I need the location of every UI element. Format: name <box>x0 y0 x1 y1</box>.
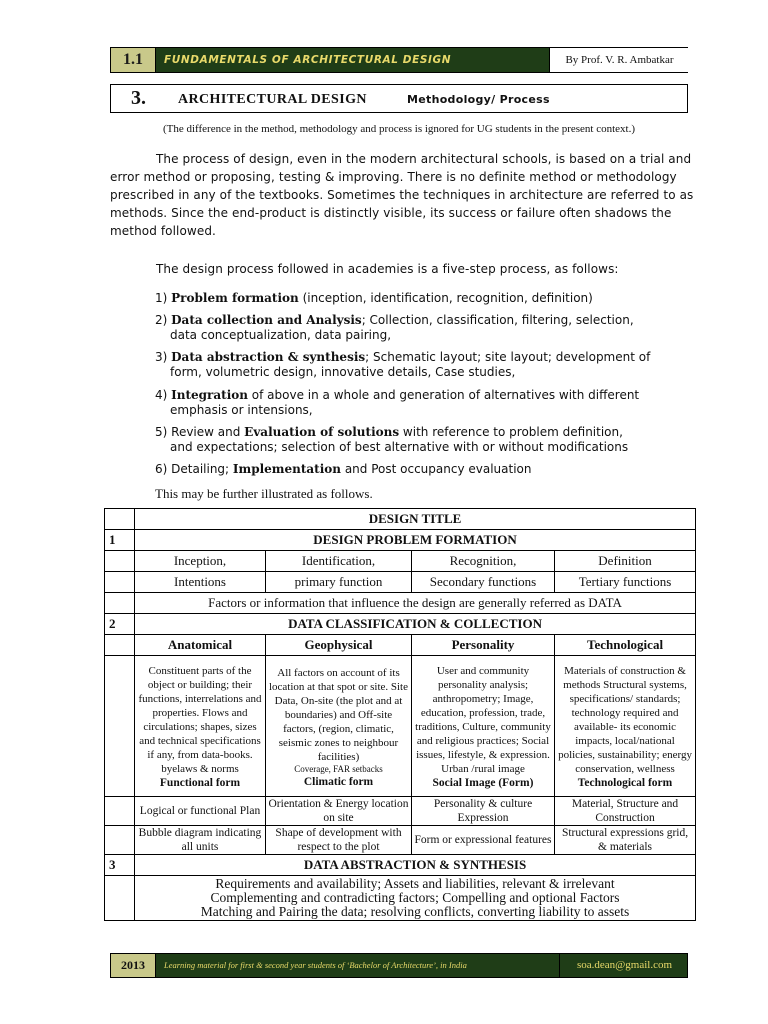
author-label: By Prof. V. R. Ambatkar <box>549 48 689 72</box>
page-footer <box>110 953 688 978</box>
table-cell: Material, Structure and Construction <box>555 797 696 826</box>
section-heading: DATA CLASSIFICATION & COLLECTION <box>135 614 696 635</box>
table-cell: Constituent parts of the object or building; their functions, interrelations and properties. Flows and circulations; shapes, sizes and technical specifications if any, from data-books. byelaws & norms Functional form <box>135 656 266 797</box>
step-number: 1 <box>105 530 135 551</box>
footer-email[interactable]: soa.dean@gmail.com <box>559 954 689 977</box>
intro-text: The process of design, even in the modern architectural schools, is based on a trial and error method or proposing, testing & improving. There is no definite method or methodology prescribed in any of the textbooks. Sometimes the techniques in architecture are referred to as methods. Since the end-product is distinctly visible, its success or failure often shadows the method followed. <box>110 152 694 238</box>
category-personality: Personality <box>412 635 555 656</box>
intro-paragraph <box>110 150 700 240</box>
section-number: 3. <box>131 87 146 109</box>
factors-note: Factors or information that influence the design are generally referred as DATA <box>135 593 696 614</box>
table-row <box>105 826 696 855</box>
table-row <box>105 656 696 797</box>
table-cell: Form or expressional features <box>412 826 555 855</box>
table-cell: Identification, <box>266 551 412 572</box>
table-row <box>105 572 696 593</box>
table-cell: Inception, <box>135 551 266 572</box>
table-cell: All factors on account of its location at that spot or site. Site Data, On-site (the plot and at boundaries) and Off-site factors, (region, climatic, seismic zones to neighbour facilities) Coverage, FAR setbacks Climatic form <box>266 656 412 797</box>
table-cell: Logical or functional Plan <box>135 797 266 826</box>
list-item: 5) Review and Evaluation of solutions with reference to problem definition, and expectations; selection of best alternative with or without modifications <box>155 425 629 454</box>
process-intro-text: The design process followed in academies is a five-step process, as follows: <box>156 262 619 276</box>
table-row <box>105 530 696 551</box>
section-title: ARCHITECTURAL DESIGN <box>178 92 367 107</box>
table-row <box>105 855 696 876</box>
chapter-title: FUNDAMENTALS OF ARCHITECTURAL DESIGN <box>164 54 452 66</box>
table-cell: Secondary functions <box>412 572 555 593</box>
table-cell: User and community personality analysis; anthropometry; Image, education, profession, trade, traditions, Culture, community and religious practices; Social issues, lifestyle, & expression. Urban /rural image Social Image (Form) <box>412 656 555 797</box>
synthesis-notes: Requirements and availability; Assets and liabilities, relevant & irrelevant Complementing and contradicting factors; Compelling and optional Factors Matching and Pairing the data; resolving conflicts, converting liability to assets <box>135 876 696 921</box>
process-intro <box>110 260 700 278</box>
footer-year: 2013 <box>111 954 156 977</box>
table-cell: Shape of development with respect to the plot <box>266 826 412 855</box>
table-row <box>105 509 696 530</box>
list-item: 1) Problem formation (inception, identification, recognition, definition) <box>155 291 593 305</box>
table-cell: Materials of construction & methods Structural systems, specifications/ standards; technology required and available- its economic impacts, local/national policies, sustainability; energy conservation, wellness Technological form <box>555 656 696 797</box>
table-row <box>105 876 696 921</box>
list-item: 3) Data abstraction & synthesis; Schematic layout; site layout; development of form, volumetric design, innovative details, Case studies, <box>155 350 651 379</box>
list-item: 6) Detailing; Implementation and Post occupancy evaluation <box>155 462 532 476</box>
category-geophysical: Geophysical <box>266 635 412 656</box>
list-item: 4) Integration of above in a whole and generation of alternatives with different emphasis or intensions, <box>155 388 640 417</box>
footer-text: Learning material for first & second year students of ‘Bachelor of Architecture’, in India <box>164 960 467 970</box>
step-number: 2 <box>105 614 135 635</box>
table-cell: Recognition, <box>412 551 555 572</box>
list-item: 2) Data collection and Analysis; Collection, classification, filtering, selection, data conceptualization, data pairing, <box>155 313 634 342</box>
design-title: DESIGN TITLE <box>135 509 696 530</box>
table-row <box>105 593 696 614</box>
table-cell: Tertiary functions <box>555 572 696 593</box>
table-cell: Definition <box>555 551 696 572</box>
page-header <box>110 47 688 73</box>
category-anatomical: Anatomical <box>135 635 266 656</box>
section-heading: DATA ABSTRACTION & SYNTHESIS <box>135 855 696 876</box>
table-cell: Intentions <box>135 572 266 593</box>
context-note: (The difference in the method, methodology and process is ignored for UG students in the present context.) <box>162 123 636 135</box>
step-number: 3 <box>105 855 135 876</box>
section-heading: DESIGN PROBLEM FORMATION <box>135 530 696 551</box>
table-cell: Structural expressions grid, & materials <box>555 826 696 855</box>
table-row <box>105 797 696 826</box>
table-cell: Bubble diagram indicating all units <box>135 826 266 855</box>
table-cell: Orientation & Energy location on site <box>266 797 412 826</box>
chapter-number: 1.1 <box>111 48 156 72</box>
design-process-table <box>104 508 696 921</box>
table-row <box>105 551 696 572</box>
section-title-box <box>110 84 688 113</box>
illustration-caption: This may be further illustrated as follows. <box>155 486 373 501</box>
section-subtitle: Methodology/ Process <box>407 93 550 106</box>
table-cell: Personality & culture Expression <box>412 797 555 826</box>
table-row <box>105 635 696 656</box>
category-technological: Technological <box>555 635 696 656</box>
table-row <box>105 614 696 635</box>
table-cell: primary function <box>266 572 412 593</box>
